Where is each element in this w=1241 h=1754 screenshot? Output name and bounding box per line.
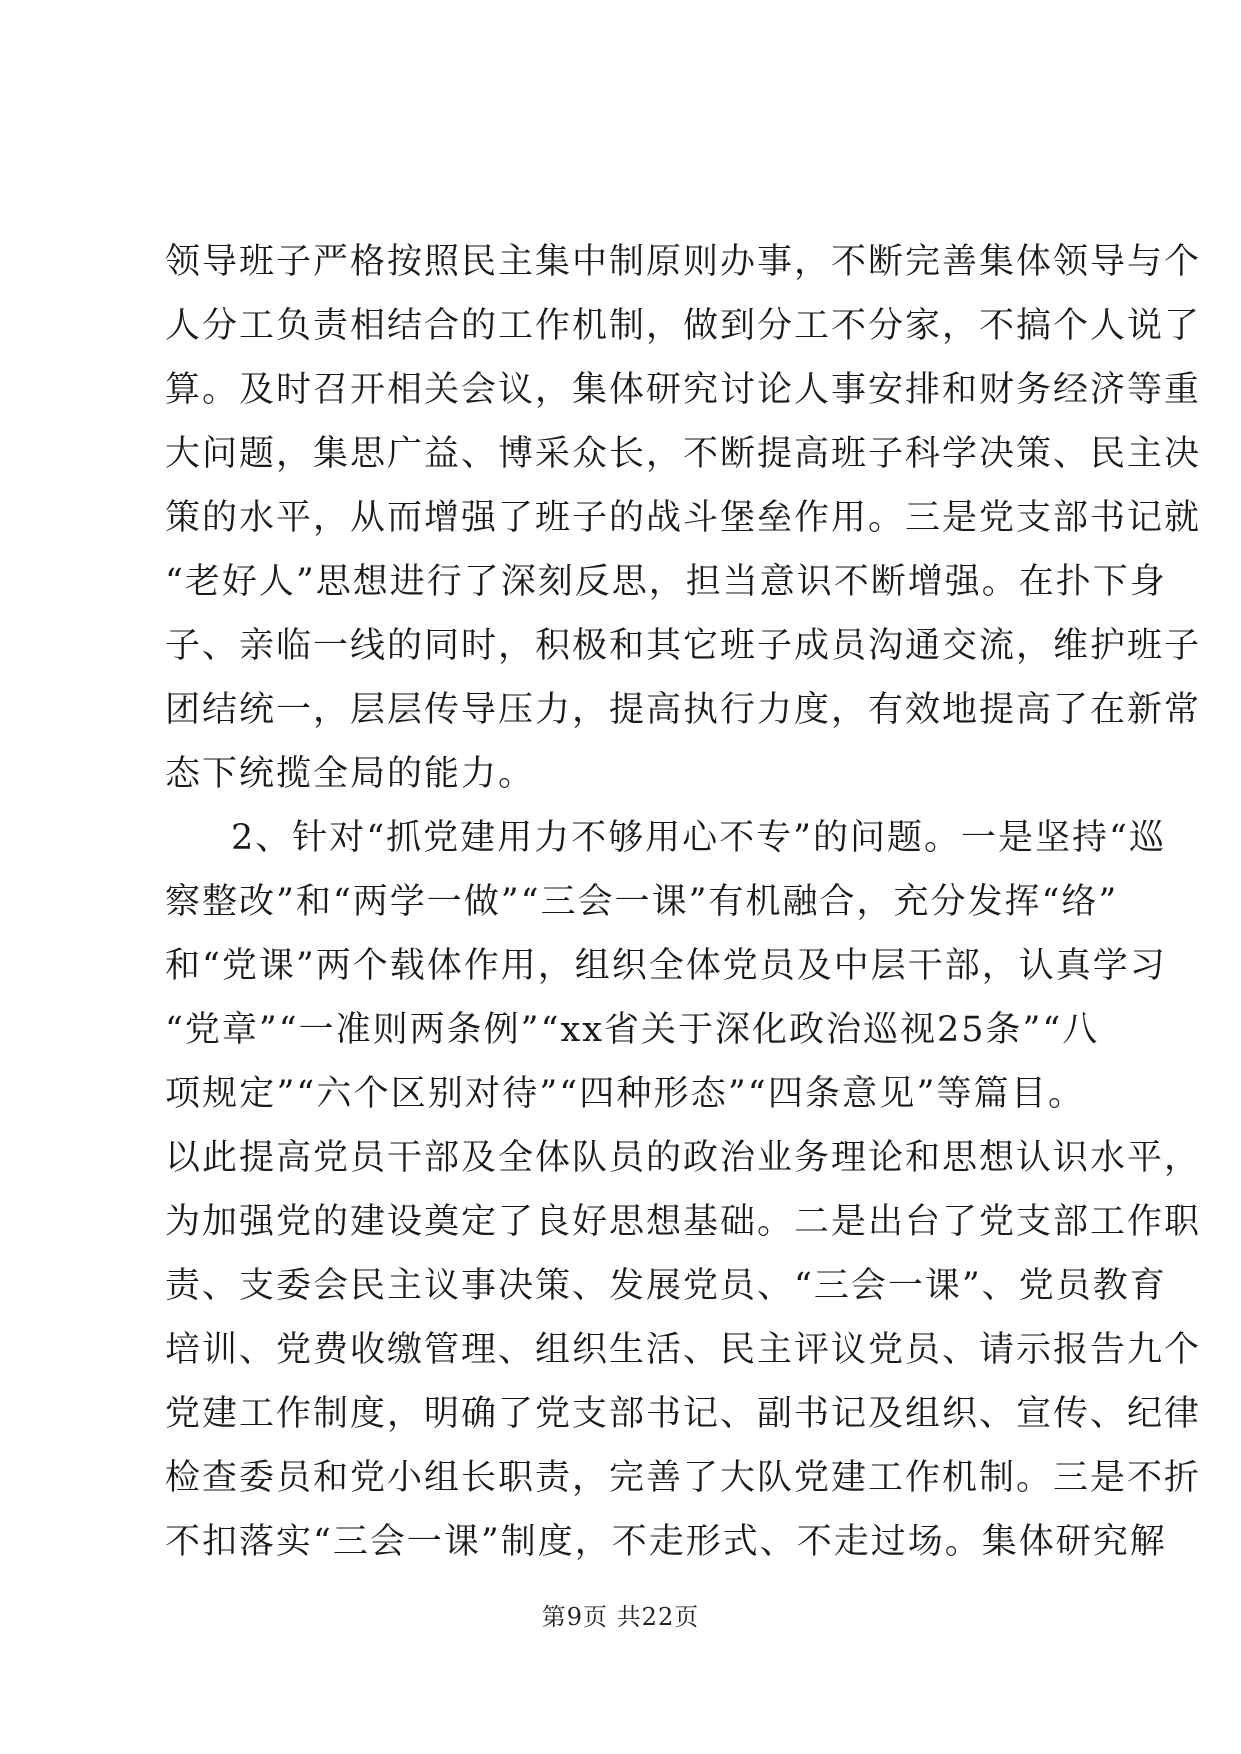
text-line: 大问题，集思广益、博采众长，不断提高班子科学决策、民主决 [165,434,1202,474]
text-line: “党章”“一准则两条例”“xx省关于深化政治巡视25条”“八 [165,1010,1100,1050]
text-line: 2、针对“抓党建用力不够用心不专”的问题。一是坚持“巡 [231,818,1166,858]
text-line: 策的水平，从而增强了班子的战斗堡垒作用。三是党支部书记就 [165,498,1202,538]
paragraph-2 [165,806,1202,1574]
text-line: 态下统揽全局的能力。 [165,754,536,794]
text-line: 领导班子严格按照民主集中制原则办事，不断完善集体领导与个 [165,242,1202,282]
text-line: 算。及时召开相关会议，集体研究讨论人事安排和财务经济等重 [165,370,1202,410]
paragraph-1 [165,230,1202,806]
text-line: 和“党课”两个载体作用，组织全体党员及中层干部，认真学习 [165,946,1167,986]
text-line: 以此提高党员干部及全体队员的政治业务理论和思想认识水平， [165,1138,1202,1178]
text-line: 项规定”“六个区别对待”“四种形态”“四条意见”等篇目。 [165,1074,1085,1114]
text-line: 检查委员和党小组长职责，完善了大队党建工作机制。三是不折 [165,1458,1202,1498]
text-line: “老好人”思想进行了深刻反思，担当意识不断增强。在扑下身 [165,562,1167,602]
text-line: 培训、党费收缴管理、组织生活、民主评议党员、请示报告九个 [165,1330,1202,1370]
text-line: 为加强党的建设奠定了良好思想基础。二是出台了党支部工作职 [165,1202,1202,1242]
text-line: 不扣落实“三会一课”制度，不走形式、不走过场。集体研究解 [165,1522,1167,1562]
text-line: 团结统一，层层传导压力，提高执行力度，有效地提高了在新常 [165,690,1202,730]
text-line: 子、亲临一线的同时，积极和其它班子成员沟通交流，维护班子 [165,626,1202,666]
text-line: 察整改”和“两学一做”“三会一课”有机融合，充分发挥“络” [165,882,1119,922]
text-line: 人分工负责相结合的工作机制，做到分工不分家，不搞个人说了 [165,306,1202,346]
text-line: 责、支委会民主议事决策、发展党员、“三会一课”、党员教育 [165,1266,1167,1306]
page-number-footer: 第9页 共22页 [541,1603,700,1631]
document-body [165,230,1202,1574]
text-line: 党建工作制度，明确了党支部书记、副书记及组织、宣传、纪律 [165,1394,1202,1434]
